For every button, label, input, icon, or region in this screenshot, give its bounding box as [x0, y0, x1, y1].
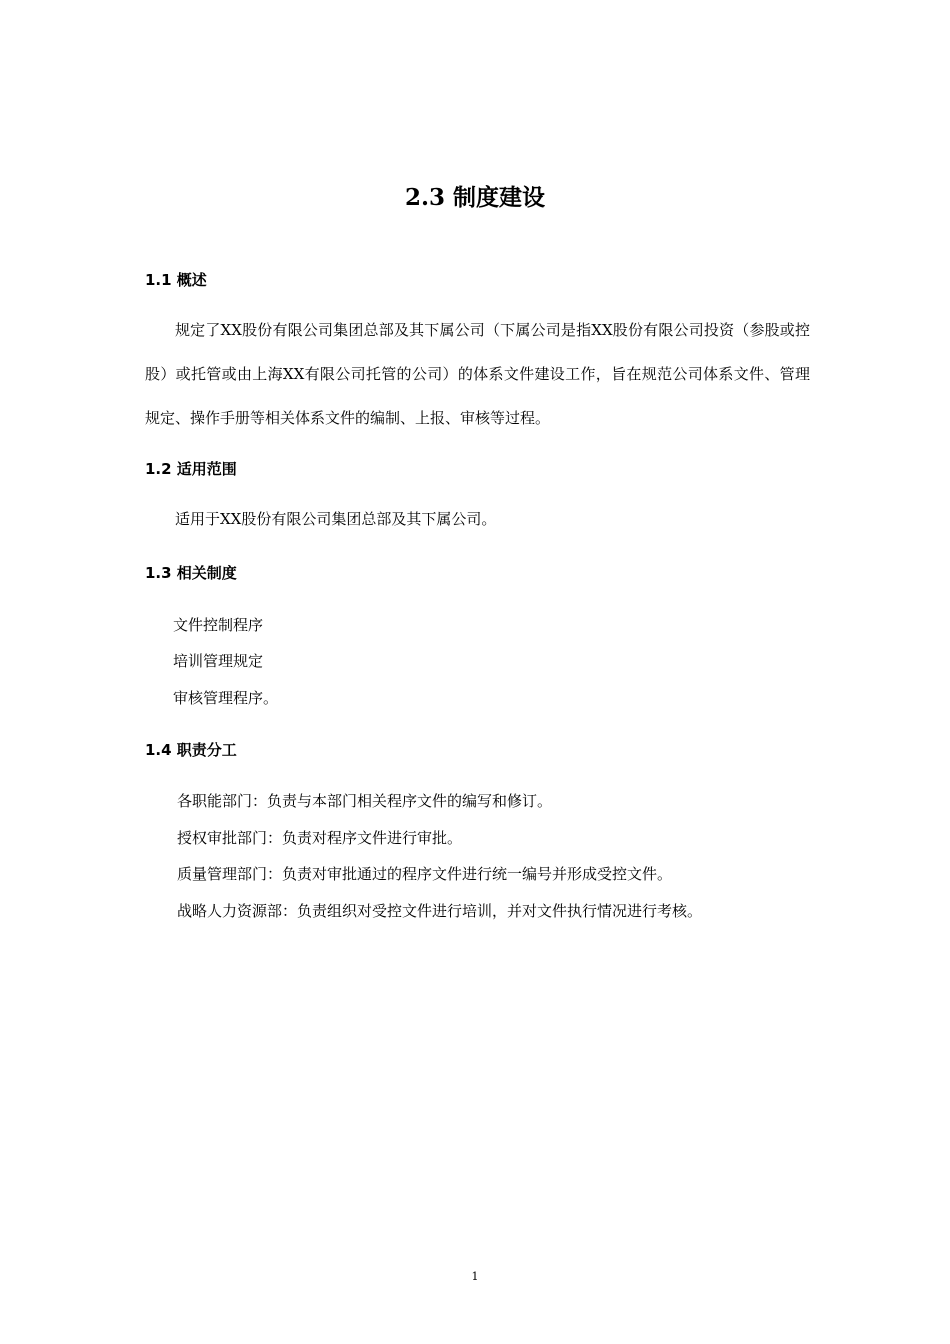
page-number: 1: [471, 1270, 479, 1283]
section-heading-related-systems: 1.3 相关制度: [145, 564, 237, 582]
related-system-item: 审核管理程序。: [173, 689, 279, 707]
scope-paragraph: 适用于XX股份有限公司集团总部及其下属公司。: [175, 510, 497, 528]
related-system-item: 文件控制程序: [173, 616, 264, 634]
responsibility-item: 战略人力资源部：负责组织对受控文件进行培训，并对文件执行情况进行考核。: [177, 902, 703, 920]
responsibility-item: 各职能部门：负责与本部门相关程序文件的编写和修订。: [177, 792, 553, 810]
responsibility-item: 质量管理部门：负责对审批通过的程序文件进行统一编号并形成受控文件。: [177, 865, 673, 883]
section-heading-scope: 1.2 适用范围: [145, 460, 237, 478]
section-heading-responsibilities: 1.4 职责分工: [145, 741, 237, 759]
overview-paragraph: 规定了XX股份有限公司集团总部及其下属公司（下属公司是指XX股份有限公司投资（参股或控股）或托管或由上海XX有限公司托管的公司）的体系文件建设工作，旨在规范公司体系文件、管理规定、操作手册等相关体系文件的编制、上报、审核等过程。: [145, 321, 810, 427]
responsibility-item: 授权审批部门：负责对程序文件进行审批。: [177, 829, 463, 847]
document-title: 2.3 制度建设: [404, 184, 546, 211]
related-system-item: 培训管理规定: [173, 652, 264, 670]
section-heading-overview: 1.1 概述: [145, 271, 207, 289]
